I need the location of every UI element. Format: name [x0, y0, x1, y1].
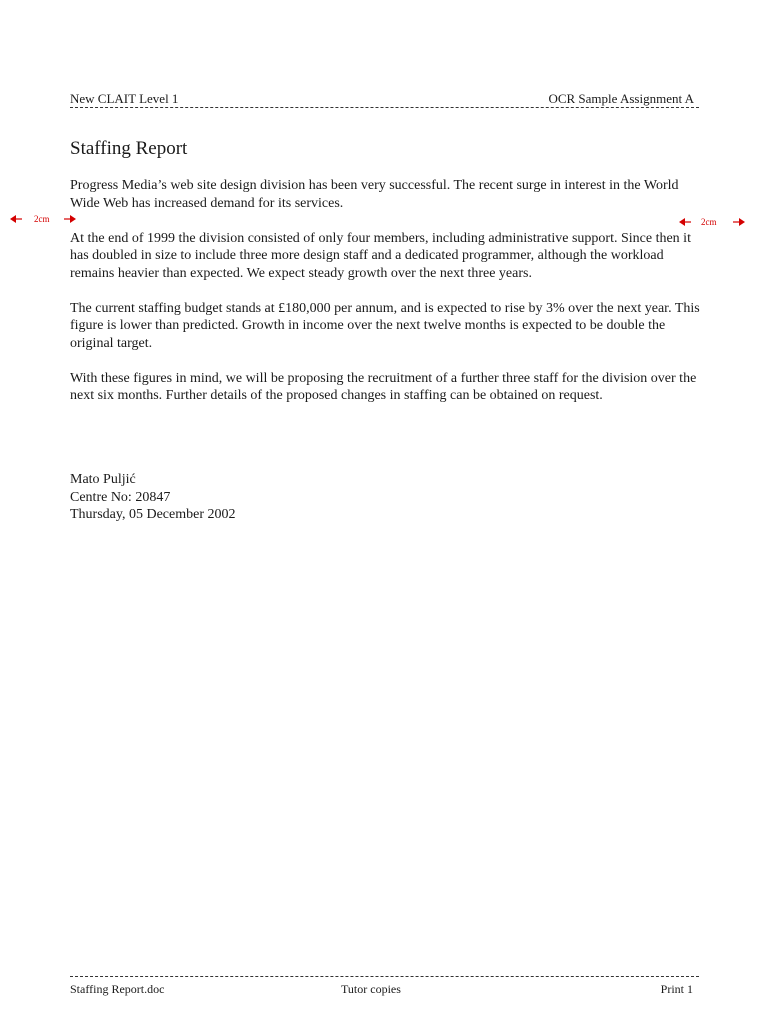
footer-filename: Staffing Report.doc [70, 982, 165, 996]
report-date: Thursday, 05 December 2002 [70, 507, 236, 522]
report-body [70, 177, 702, 422]
author-name: Mato Puljić [70, 472, 136, 487]
header-right-text: OCR Sample Assignment A [548, 91, 694, 106]
footer-center-text: Tutor copies [341, 982, 401, 996]
header-left-text: New CLAIT Level 1 [70, 91, 179, 106]
centre-number: Centre No: 20847 [70, 489, 171, 505]
arrow-right-icon [733, 216, 745, 228]
paragraph: At the end of 1999 the division consisted of only four members, including administrative support. Since then it has doubled in size to include three more design staff and a dedicated programmer, although the workload remains heavier than expected. We expect steady growth over the next three years. [70, 230, 691, 281]
paragraph: The current staffing budget stands at £180,000 per annum, and is expected to rise by 3% over the next year. This figure is lower than predicted. Growth in income over the next twelve months is expected to be double the original target. [70, 300, 700, 351]
footer-print-label: Print 1 [660, 982, 693, 996]
paragraph: Progress Media’s web site design division has been very successful. The recent surge in interest in the World Wide Web has increased demand for its services. [70, 178, 679, 211]
signature-block [70, 471, 235, 524]
paragraph: With these figures in mind, we will be proposing the recruitment of a further three staff for the division over the next six months. Further details of the proposed changes in staffing can be obtained on request. [70, 370, 697, 403]
page-header [70, 90, 699, 108]
left-margin-indicator [10, 213, 78, 225]
document-title: Staffing Report [70, 138, 188, 159]
arrow-left-icon [10, 213, 22, 225]
page-footer [70, 976, 699, 997]
right-margin-label: 2cm [701, 217, 717, 227]
left-margin-label: 2cm [34, 214, 50, 224]
